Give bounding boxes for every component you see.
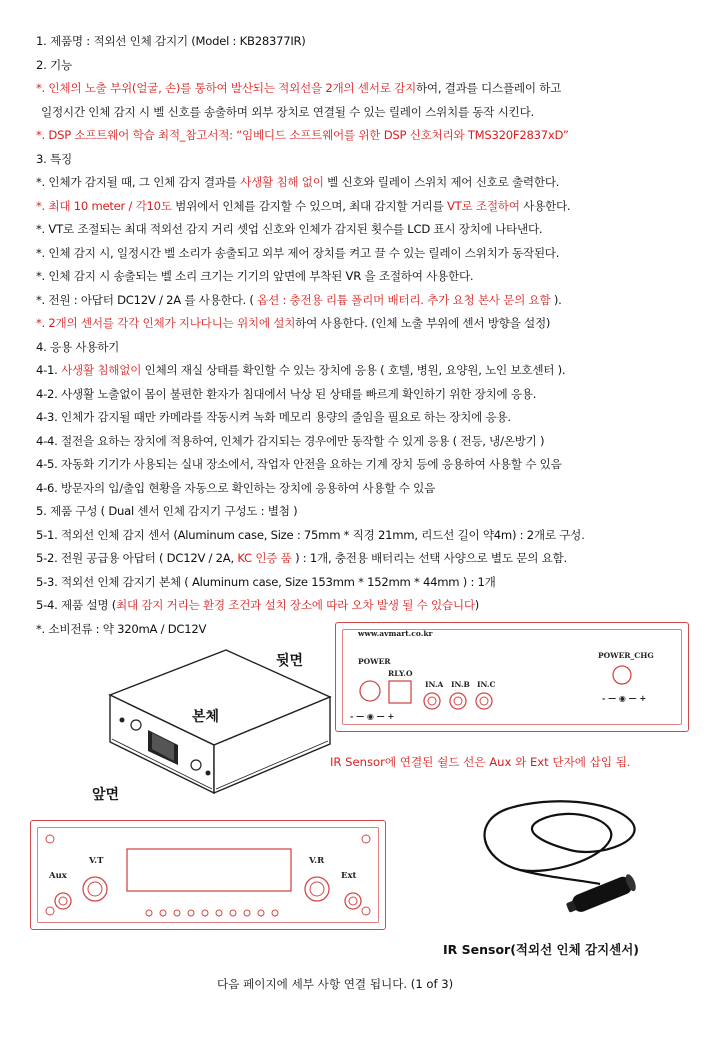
line-text: 일정시간 인체 감지 시 벨 신호를 송출하며 외부 장치로 연결될 수 있는 릴레이 스위치를 동작 시킨다.	[41, 104, 534, 119]
line-text: )	[474, 598, 480, 612]
spec-line	[36, 54, 696, 78]
front-side-label: 앞면	[92, 787, 120, 803]
highlight-text: 옵션 : 충전용 리튬 폴리머 배터리. 추가 요청 본사 문의 요함	[257, 292, 551, 307]
page-footer: 다음 페이지에 세부 사항 연결 됩니다. (1 of 3)	[217, 977, 454, 991]
spec-line	[36, 336, 696, 360]
front-panel-controls	[31, 821, 385, 929]
highlight-text: *. 2개의 센서를 각각 인체가 지나다니는 위치에 설치	[36, 316, 296, 330]
rear-polarity-right: - — ◉ — +	[602, 693, 647, 703]
spec-line	[36, 383, 696, 407]
line-text: 4-1.	[36, 363, 62, 377]
highlight-text: *. DSP 소프트웨어 학습 최적_참고서적: “임베디드 소프트웨어를 위한 DSP 신호처리와 TMS320F2837xD”	[36, 128, 569, 142]
spec-line	[36, 547, 696, 571]
line-text: ).	[550, 292, 562, 307]
line-text: *. 소비전류 : 약 320mA / DC12V	[36, 621, 207, 636]
line-text: 사용한다.	[519, 198, 571, 213]
vr-knob-icon	[305, 877, 329, 901]
line-text: 4-3. 인체가 감지될 때만 카메라를 작동시켜 녹화 메모리 용량의 줄임을 필요로 하는 장치에 응용.	[36, 410, 511, 424]
in-b-label: IN.B	[451, 680, 470, 689]
ir-sensor-note: IR Sensor에 연결된 쉴드 선은 Aux 와 Ext 단자에 삽입 됨.	[330, 755, 631, 769]
aux-jack-icon	[55, 893, 71, 909]
line-text: 인체의 재실 상태를 확인할 수 있는 장치에 응용 ( 호텔, 병원, 요양원, 노인 보호센터 ).	[141, 363, 566, 377]
front-panel	[30, 820, 386, 930]
spec-line	[36, 171, 696, 195]
in-c-label: IN.C	[477, 680, 496, 689]
highlight-text: *. 인체의 노출 부위(얼굴, 손)를 통하여 발산되는 적외선을 2개의 센서로 감지	[36, 81, 416, 95]
line-text: 5-4. 제품 설명 (	[36, 598, 116, 612]
line-text: 1. 제품명 : 적외선 인체 감지기 (Model : KB28377IR)	[36, 34, 306, 48]
highlight-text: *. 최대 10 meter / 각10도	[36, 198, 172, 213]
line-text: *. 인체 감지 시 송출되는 벨 소리 크기는 기기의 앞면에 부착된 VR 을 조절하여 사용한다.	[36, 269, 474, 283]
power-chg-label: POWER_CHG	[598, 651, 654, 660]
line-text: 하여 사용한다. (인체 노출 부위에 센서 방향을 설정)	[295, 316, 551, 330]
line-text: *. 인체가 감지될 때, 그 인체 감지 결과를	[36, 175, 241, 189]
line-text: 2. 기능	[36, 57, 72, 72]
vt-knob-icon	[83, 877, 107, 901]
line-text: 벨 신호와 릴레이 스위치 제어 신호로 출력한다.	[323, 175, 560, 189]
back-side-label: 뒷면	[276, 653, 304, 669]
line-text: *. VT로 조절되는 최대 적외선 감지 거리 셋업 신호와 인체가 감지된 횟수를 LCD 표시 장치에 나타낸다.	[36, 222, 543, 236]
ir-sensor-illustration	[460, 780, 660, 930]
line-text: 4-6. 방문자의 입/출입 현황을 자동으로 확인하는 장치에 응용하여 사용할 수 있음	[36, 480, 436, 495]
line-text: 5-2. 전원 공급용 아답터 ( DC12V / 2A,	[36, 551, 238, 565]
spec-line	[36, 265, 696, 289]
line-text: 4-4. 절전을 요하는 장치에 적용하여, 인체가 감지되는 경우에만 동작할 수 있게 응용 ( 전등, 냉/온방기 )	[36, 433, 545, 448]
spec-line	[36, 594, 696, 618]
vr-label: V.R	[309, 856, 325, 866]
highlight-text: 최대 감지 거리는 환경 조건과 설치 장소에 따라 오차 발생 될 수 있습니다	[116, 598, 475, 612]
line-text: 4-5. 자동화 기기가 사용되는 실내 장소에서, 작업자 안전을 요하는 기계 장치 등에 응용하여 사용할 수 있음	[36, 457, 562, 471]
relay-terminal-icon	[389, 681, 411, 703]
spec-line	[36, 101, 696, 125]
in-a-jack-icon	[424, 693, 440, 709]
spec-line	[36, 30, 696, 54]
spec-line	[36, 430, 696, 454]
in-c-jack-icon	[476, 693, 492, 709]
in-a-label: IN.A	[425, 680, 444, 689]
spec-line	[36, 77, 696, 101]
spec-line	[36, 195, 696, 219]
ir-sensor-caption: IR Sensor(적외선 인체 감지센서)	[443, 942, 640, 957]
spec-line	[36, 242, 696, 266]
spec-line	[36, 453, 696, 477]
line-text: ) : 1개, 충전용 배터리는 선택 사양으로 별도 문의 요함.	[291, 551, 567, 565]
power-jack-icon	[360, 681, 380, 701]
highlight-text: KC 인증 품	[237, 551, 292, 565]
rly-label: RLY.O	[388, 669, 413, 678]
spec-text	[36, 30, 696, 641]
power-chg-jack-icon	[613, 666, 631, 684]
spec-line	[36, 124, 696, 148]
body-label: 본체	[192, 709, 220, 725]
aux-label: Aux	[49, 871, 67, 881]
highlight-text: 사생활 침해없이	[61, 363, 142, 377]
ir-sensor-icon	[460, 780, 660, 930]
highlight-text: VT로 조절하여	[447, 198, 520, 213]
ext-jack-icon	[345, 893, 361, 909]
spec-line	[36, 524, 696, 548]
spec-line	[36, 289, 696, 313]
in-b-jack-icon	[450, 693, 466, 709]
spec-line	[36, 359, 696, 383]
line-text: 5-3. 적외선 인체 감지기 본체 ( Aluminum case, Size 153mm * 152mm * 44mm ) : 1개	[36, 574, 496, 589]
vt-label: V.T	[89, 856, 104, 866]
spec-line	[36, 571, 696, 595]
power-label: POWER	[358, 657, 391, 666]
line-text: 범위에서 인체를 감지할 수 있으며, 최대 감지할 거리를	[171, 198, 447, 213]
lcd-window-icon	[127, 849, 291, 891]
rear-polarity-left: - — ◉ — +	[350, 711, 395, 721]
line-text: *. 인체 감지 시, 일정시간 벨 소리가 송출되고 외부 제어 장치를 켜고 끌 수 있는 릴레이 스위치가 동작된다.	[36, 245, 560, 260]
rear-panel	[335, 622, 689, 732]
spec-line	[36, 406, 696, 430]
line-text: *. 전원 : 아답터 DC12V / 2A 를 사용한다. (	[36, 292, 258, 307]
line-text: 5-1. 적외선 인체 감지 센서 (Aluminum case, Size : 75mm * 직경 21mm, 리드선 길이 약4m) : 2개로 구성.	[36, 527, 585, 542]
line-text: 5. 제품 구성 ( Dual 센서 인체 감지기 구성도 : 별첨 )	[36, 504, 298, 518]
line-text: 하여, 결과를 디스플레이 하고	[415, 81, 562, 95]
line-text: 4-2. 사생활 노출없이 몸이 불편한 환자가 침대에서 낙상 된 상태를 빠르게 확인하기 위한 장치에 응용.	[36, 386, 537, 401]
highlight-text: 사생활 침해 없이	[240, 175, 324, 189]
spec-line	[36, 500, 696, 524]
ext-label: Ext	[341, 871, 357, 881]
spec-line	[36, 477, 696, 501]
spec-line	[36, 218, 696, 242]
rear-panel-url: www.avmart.co.kr	[358, 629, 433, 638]
spec-line	[36, 312, 696, 336]
line-text: 4. 응용 사용하기	[36, 339, 120, 354]
line-text: 3. 특징	[36, 151, 72, 166]
spec-line	[36, 148, 696, 172]
front-led-row	[146, 910, 278, 916]
